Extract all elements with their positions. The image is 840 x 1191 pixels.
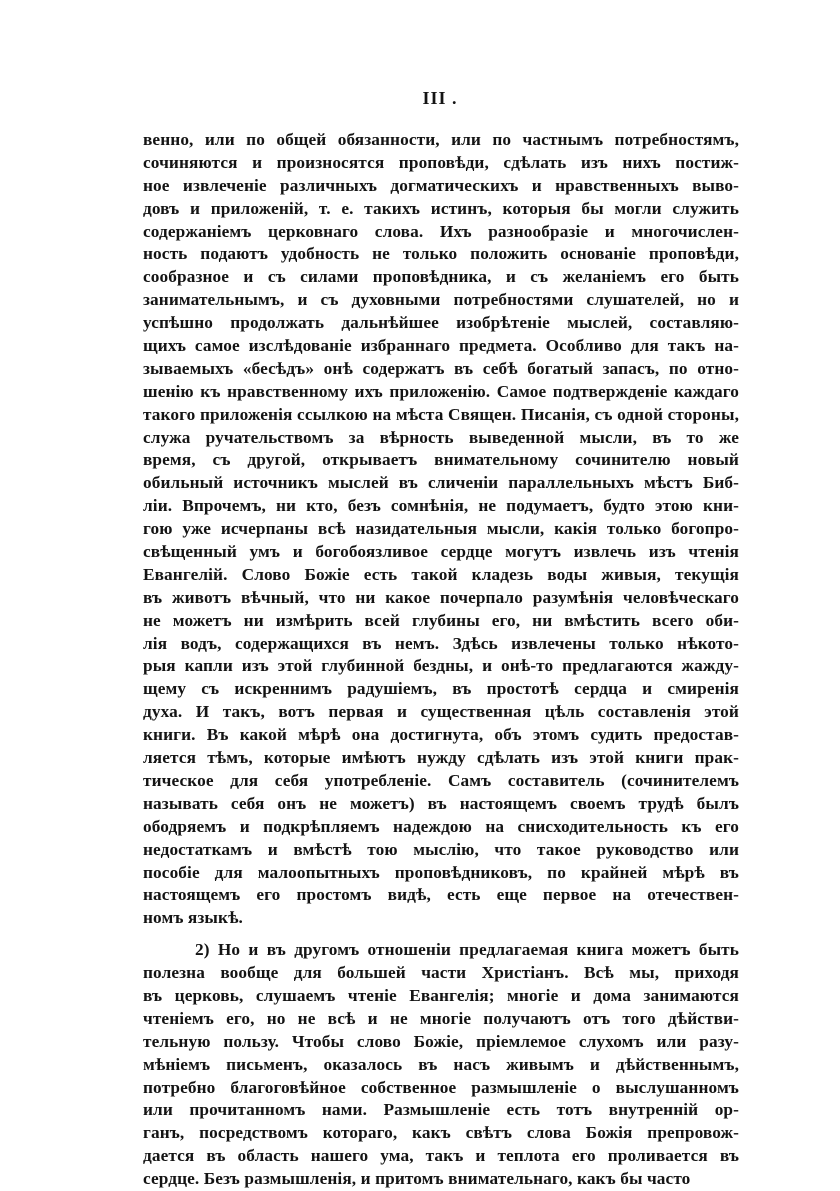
text-line: сообразное и съ силами проповѣдника, и съ желаніемъ его быть xyxy=(143,267,739,287)
paragraph-2 xyxy=(143,939,739,1191)
text-line: недостаткамъ и вмѣстѣ тою мыслію, что такое руководство или xyxy=(143,839,739,859)
body-text xyxy=(143,129,739,1191)
text-line: гою уже исчерпаны всѣ назидательныя мысли, какія только богопро- xyxy=(143,519,739,539)
text-line: не можетъ ни измѣрить всей глубины его, ни вмѣстить всего оби- xyxy=(143,610,739,630)
text-line: книги. Въ какой мѣрѣ она достигнута, объ этомъ судить предостав- xyxy=(143,725,739,745)
text-line: венно, или по общей обязанности, или по частнымъ потребностямъ, xyxy=(143,130,739,149)
text-line: мѣніемъ письменъ, оказалось въ насъ живымъ и дѣйственнымъ, xyxy=(143,1054,739,1074)
text-line: шенію къ нравственному ихъ приложенію. Самое подтвержденіе каждаго xyxy=(143,381,739,401)
text-line: щему съ искреннимъ радушіемъ, въ простотѣ сердца и смиренія xyxy=(143,679,739,699)
text-line: полезна вообще для большей части Христіанъ. Всѣ мы, приходя xyxy=(143,963,739,983)
text-line: настоящемъ его простомъ видѣ, есть еще первое на отечествен- xyxy=(143,885,739,905)
text-line: время, съ другой, открываетъ внимательному сочинителю новый xyxy=(143,450,739,470)
text-line: ляется тѣмъ, которые имѣютъ нужду сдѣлать изъ этой книги прак- xyxy=(143,748,739,768)
text-line: служа ручательствомъ за вѣрность выведенной мысли, въ то же xyxy=(143,427,739,447)
text-line: тельную пользу. Чтобы слово Божіе, пріемлемое слухомъ или разу- xyxy=(143,1031,739,1051)
text-line: ободряемъ и подкрѣпляемъ надеждою на снисходительность къ его xyxy=(143,816,739,836)
text-line: называть себя онъ не можетъ) въ настоящемъ своемъ трудѣ былъ xyxy=(143,793,739,813)
text-line: ное извлеченіе различныхъ догматическихъ и нравственныхъ выво- xyxy=(143,175,739,195)
text-line: чтеніемъ его, но не всѣ и не многіе получаютъ отъ того дѣйстви- xyxy=(143,1008,739,1028)
text-line: занимательнымъ, и съ духовными потребностями слушателей, но и xyxy=(143,290,739,310)
text-line: 2) Но и въ другомъ отношеніи предлагаемая книга можетъ быть xyxy=(195,940,739,960)
text-line: зываемыхъ «бесѣдъ» онѣ содержатъ въ себѣ богатый запасъ, по отно- xyxy=(143,358,739,378)
text-line: ліи. Впрочемъ, ни кто, безъ сомнѣнія, не подумаетъ, будто этою кни- xyxy=(143,496,739,516)
text-line: дается въ область нашего ума, такъ и теплота его проливается въ xyxy=(143,1146,739,1166)
text-line: ность подаютъ удобность не только положить основаніе проповѣди, xyxy=(143,244,739,264)
text-line: такого приложенія ссылкою на мѣста Священ. Писанія, съ одной стороны, xyxy=(143,404,739,424)
text-line: свѣщенный умъ и богобоязливое сердце могутъ извлечь изъ чтенія xyxy=(143,542,739,562)
paragraph-gap xyxy=(143,930,739,939)
paragraph-1 xyxy=(143,129,739,930)
text-line: успѣшно продолжать дальнѣйшее изобрѣтеніе мыслей, составляю- xyxy=(143,313,739,333)
text-line: сочиняются и произносятся проповѣди, сдѣлать изъ нихъ постиж- xyxy=(143,152,739,172)
text-line: номъ языкѣ. xyxy=(143,908,243,928)
text-line: или прочитанномъ нами. Размышленіе есть тотъ внутренній ор- xyxy=(143,1100,739,1120)
text-line: въ животъ вѣчный, что ни какое почерпало разумѣнія человѣческаго xyxy=(143,587,739,607)
text-line: пособіе для малоопытныхъ проповѣдниковъ, по крайней мѣрѣ въ xyxy=(143,862,739,882)
text-line: Евангелій. Слово Божіе есть такой кладезь воды живыя, текущія xyxy=(143,564,739,584)
text-line: рыя капли изъ этой глубинной бездны, и онѣ-то предлагаются жажду- xyxy=(143,656,739,676)
text-line: лія водъ, содержащихся въ немъ. Здѣсь извлечены только нѣкото- xyxy=(143,633,739,653)
text-line: потребно благоговѣйное собственное размышленіе о выслушанномъ xyxy=(143,1077,739,1097)
text-line: ганъ, посредствомъ котораго, какъ свѣтъ слова Божія препровож- xyxy=(143,1123,739,1143)
text-line: щихъ самое изслѣдованіе избраннаго предмета. Особливо для такъ на- xyxy=(143,336,739,356)
text-line: обильный источникъ мыслей въ сличеніи параллельныхъ мѣстъ Биб- xyxy=(143,473,739,493)
text-line: тическое для себя употребленіе. Самъ составитель (сочинителемъ xyxy=(143,770,739,790)
text-line: сердце. Безъ размышленія, и притомъ внимательнаго, какъ бы часто xyxy=(143,1169,691,1189)
text-line: духа. И такъ, вотъ первая и существенная цѣль составленія этой xyxy=(143,702,739,722)
page-number: III . xyxy=(422,88,458,108)
text-line: содержаніемъ церковнаго слова. Ихъ разнообразіе и многочислен- xyxy=(143,221,739,241)
text-line: довъ и приложеній, т. е. такихъ истинъ, которыя бы могли служить xyxy=(143,198,739,218)
text-line: въ церковь, слушаемъ чтеніе Евангелія; многіе и дома занимаются xyxy=(143,985,739,1005)
